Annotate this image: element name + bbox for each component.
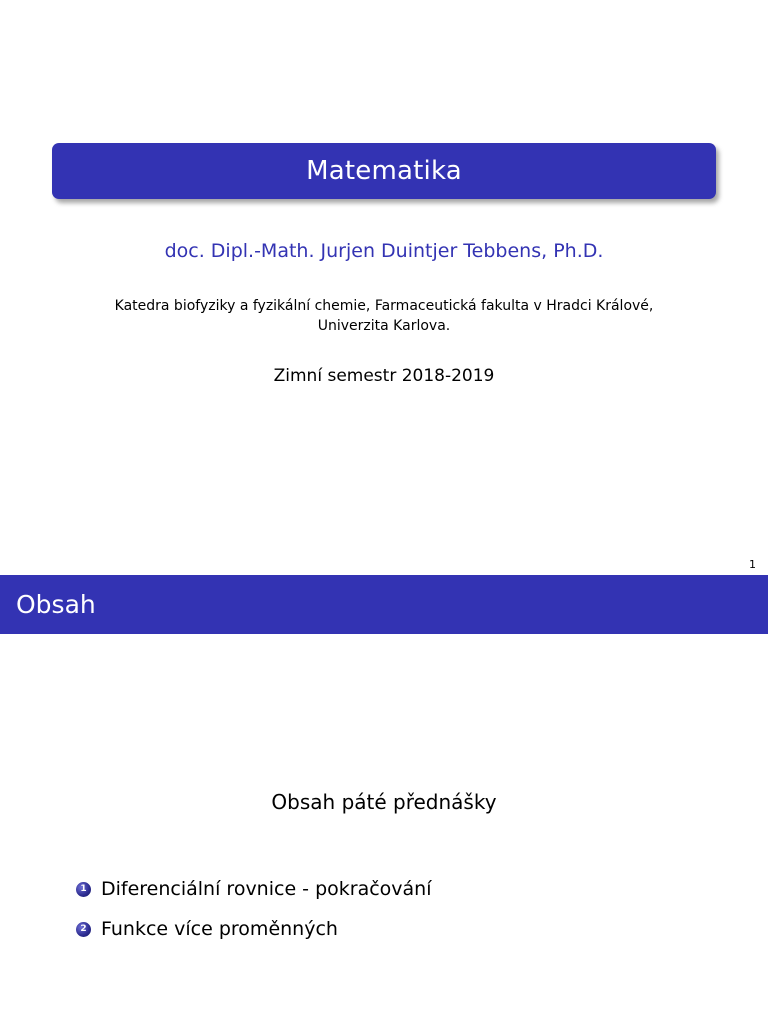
institute-line-1: Katedra biofyziky a fyzikální chemie, Farmaceutická fakulta v Hradci Králové, [114,298,654,314]
numbered-bullet-icon: 2 [76,922,91,937]
toc-item [76,869,432,909]
table-of-contents [76,869,432,949]
frame-title: Obsah [16,590,96,619]
page-number: 1 [749,558,756,571]
institute [0,296,768,336]
institute-line-2: Univerzita Karlova. [317,318,451,334]
contents-slide [0,575,768,1024]
author-name: doc. Dipl.-Math. Jurjen Duintjer Tebbens, Ph.D. [164,240,604,262]
section-heading: Obsah páté přednášky [271,790,497,814]
numbered-bullet-icon: 1 [76,882,91,897]
toc-item-label: Funkce více proměnných [101,918,338,940]
date: Zimní semestr 2018-2019 [273,366,495,386]
frame-header [0,575,768,634]
title-box [52,143,716,199]
toc-item-label: Diferenciální rovnice - pokračování [101,878,432,900]
toc-item [76,909,432,949]
presentation-title: Matematika [306,156,462,186]
